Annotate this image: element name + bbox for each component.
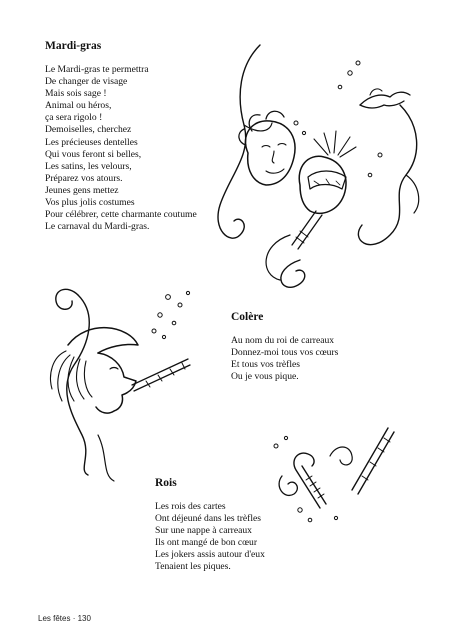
poem-line: Qui vous feront si belles, — [45, 148, 142, 160]
poem-mardi-gras — [45, 40, 197, 233]
poem-title: Mardi-gras — [45, 40, 102, 52]
poem-colere — [231, 311, 338, 383]
poem-line: ça sera rigolo ! — [45, 112, 103, 124]
poem-line: Ils ont mangé de bon cœur — [155, 537, 258, 549]
poem-line: Le Mardi-gras te permettra — [45, 64, 149, 75]
poem-line: Préparez vos atours. — [45, 172, 123, 184]
poem-line: Les rois des cartes — [155, 501, 226, 512]
poem-line: Et tous vos trèfles — [231, 359, 301, 371]
poem-title: Colère — [231, 311, 264, 323]
page-footer: Les fêtes · 130 — [38, 614, 91, 623]
poem-line: Donnez-moi tous vos cœurs — [231, 347, 339, 359]
poem-line: Vos plus jolis costumes — [45, 197, 135, 209]
poem-line: Les précieuses dentelles — [45, 136, 138, 148]
poem-title: Rois — [155, 477, 177, 489]
poem-line: Sur une nappe à carreaux — [155, 525, 252, 537]
candy-cane-illustration — [270, 420, 420, 530]
poem-line: Les satins, les velours, — [45, 160, 132, 172]
poem-line: Ont déjeuné dans les trèfles — [155, 513, 262, 525]
carnival-masks-illustration — [200, 35, 440, 295]
poem-line: Animal ou héros, — [45, 100, 112, 112]
poem-line: Les jokers assis autour d'eux — [155, 549, 265, 561]
poem-line: Tenaient les piques. — [155, 561, 231, 573]
poem-line: Au nom du roi de carreaux — [231, 335, 335, 346]
poem-rois — [155, 477, 265, 574]
poem-line: Ou je vous pique. — [231, 371, 299, 383]
poem-line: Pour célébrer, cette charmante coutume — [45, 209, 197, 221]
poem-line: Mais sois sage ! — [45, 88, 107, 100]
party-horn-illustration — [38, 285, 238, 485]
poem-line: Jeunes gens mettez — [45, 184, 119, 196]
poem-line: De changer de visage — [45, 76, 128, 88]
poem-line: Demoiselles, cherchez — [45, 124, 132, 136]
poem-line: Le carnaval du Mardi-gras. — [45, 221, 150, 233]
